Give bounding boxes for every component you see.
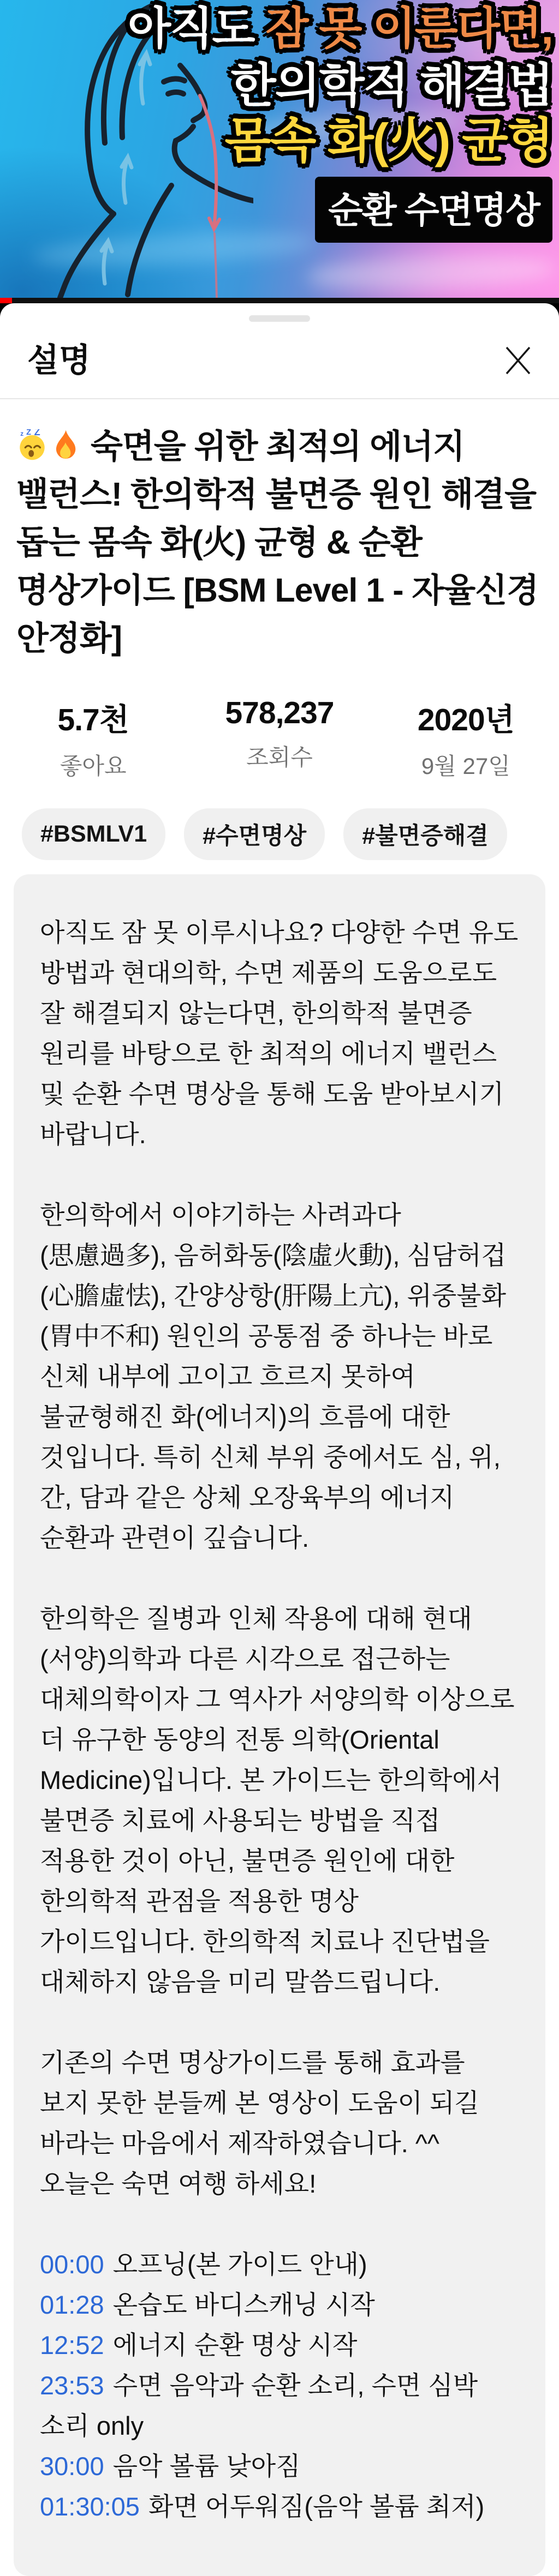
chapter-label: 음악 볼륨 낮아짐 bbox=[112, 2452, 301, 2481]
chapter-timestamp-link[interactable]: 01:30:05 bbox=[40, 2492, 140, 2521]
thumbnail-badge: 순환 수면명상 bbox=[315, 177, 552, 243]
chapter-timestamp-link[interactable]: 30:00 bbox=[40, 2452, 104, 2481]
description-paragraph: 한의학에서 이야기하는 사려과다(思慮過多), 음허화동(陰虛火動), 심담허겁(心膽虛怯), 간양상항(肝陽上亢), 위중불화(胃中不和) 원인의 공통점 중 하나는 바로 신체 내부에 고이고 흐르지 못하여 불균형해진 화(에너지)의 흐름에 대한 것입니다. 특히 신체 부위 중에서도 심, 위, 간, 담과 같은 상체 오장육부의 에너지 순환과 관련이 깊습니다. bbox=[40, 1200, 507, 1552]
chapter-label: 화면 어두워짐(음악 볼륨 최저) bbox=[148, 2492, 485, 2521]
fire-emoji-icon bbox=[50, 429, 80, 461]
views-stat bbox=[186, 695, 372, 781]
chapter-row bbox=[40, 2325, 519, 2365]
thumbnail-headline bbox=[127, 4, 552, 53]
date-day: 9월 27일 bbox=[421, 753, 510, 779]
chapter-label: 에너지 순환 명상 시작 bbox=[112, 2331, 358, 2359]
video-thumbnail bbox=[0, 0, 559, 298]
views-label: 조회수 bbox=[246, 744, 313, 770]
header-divider bbox=[0, 398, 559, 399]
close-icon bbox=[502, 345, 534, 376]
chapter-label: 수면 음악과 순환 소리, 수면 심박 소리 only bbox=[40, 2371, 478, 2440]
thumbnail-headline-orange: 잠 못 이룬다면, bbox=[265, 4, 552, 53]
thumbnail-line2: 한의학적 해결법 bbox=[230, 59, 552, 112]
chapter-row bbox=[40, 2487, 519, 2527]
likes-stat bbox=[0, 695, 186, 781]
description-sheet bbox=[0, 303, 559, 2528]
date-year: 2020년 bbox=[417, 702, 514, 737]
drag-handle[interactable] bbox=[249, 315, 310, 322]
video-title-text: 숙면을 위한 최적의 에너지 밸런스! 한의학적 불면증 원인 해결을 돕는 몸속 화(火) 균형 & 순환 명상가이드 [BSM Level 1 - 자율신경 안정화] bbox=[16, 428, 539, 657]
sheet-title: 설명 bbox=[27, 342, 91, 379]
close-button[interactable] bbox=[502, 345, 534, 376]
hashtag-chip[interactable]: #불면증해결 bbox=[343, 808, 507, 860]
description-paragraph: 오늘은 숙면 여행 하세요! bbox=[40, 2169, 317, 2198]
stats-row bbox=[0, 695, 559, 781]
chapter-row bbox=[40, 2446, 519, 2487]
chapter-row bbox=[40, 2285, 519, 2325]
video-progress-bar[interactable] bbox=[0, 298, 559, 303]
sheet-header bbox=[0, 322, 559, 381]
hashtag-row bbox=[22, 808, 537, 860]
date-stat bbox=[373, 695, 559, 781]
svg-text:Z: Z bbox=[34, 429, 40, 437]
views-count: 578,237 bbox=[225, 695, 334, 730]
video-progress-played bbox=[0, 298, 12, 303]
description-paragraph: 기존의 수면 명상가이드를 통해 효과를 보지 못한 분들께 본 영상이 도움이 되길 바라는 마음에서 제작하였습니다. ^^ bbox=[40, 2048, 479, 2158]
svg-text:z: z bbox=[20, 430, 23, 437]
likes-label: 좋아요 bbox=[60, 753, 127, 779]
chapter-timestamp-link[interactable]: 01:28 bbox=[40, 2290, 104, 2319]
cloud-streak bbox=[305, 252, 557, 293]
thumbnail-headline-white: 아직도 bbox=[127, 4, 266, 53]
chapter-timestamp-link[interactable]: 23:53 bbox=[40, 2371, 104, 2400]
chapter-row bbox=[40, 2365, 519, 2446]
hashtag-chip[interactable]: #수면명상 bbox=[184, 808, 325, 860]
sleeping-face-emoji-icon bbox=[16, 429, 48, 461]
thumbnail-line3: 몸속 화(火) 균형 bbox=[224, 113, 552, 167]
chapter-row bbox=[40, 2244, 519, 2285]
likes-count: 5.7천 bbox=[57, 702, 129, 737]
description-body bbox=[14, 874, 545, 2576]
description-paragraph: 한의학은 질병과 인체 작용에 대해 현대(서양)의학과 다른 시각으로 접근하는 대체의학이자 그 역사가 서양의학 이상으로 더 유구한 동양의 전통 의학(Oriental Medicine)입니다. 본 가이드는 한의학에서 불면증 치료에 사용되는 방법을 직접 적용한 것이 아닌, 불면증 원인에 대한 한의학적 관점을 적용한 명상 가이드입니다. 한의학적 치료나 진단법을 대체하지 않음을 미리 말씀드립니다. bbox=[40, 1604, 515, 1996]
chapter-timestamp-link[interactable]: 12:52 bbox=[40, 2331, 104, 2359]
video-title bbox=[16, 422, 543, 662]
hashtag-chip[interactable]: #BSMLV1 bbox=[22, 808, 165, 860]
video-player[interactable] bbox=[0, 0, 559, 303]
svg-text:Z: Z bbox=[26, 429, 31, 437]
chapter-label: 오프닝(본 가이드 안내) bbox=[112, 2250, 367, 2279]
chapter-timestamp-link[interactable]: 00:00 bbox=[40, 2250, 104, 2279]
description-paragraph: 아직도 잠 못 이루시나요? 다양한 수면 유도 방법과 현대의학, 수면 제품의 도움으로도 잘 해결되지 않는다면, 한의학적 불면증 원리를 바탕으로 한 최적의 에너지 밸런스 및 순환 수면 명상을 통해 도움 받아보시기 바랍니다. bbox=[40, 918, 519, 1149]
chapter-label: 온습도 바디스캐닝 시작 bbox=[112, 2290, 375, 2319]
